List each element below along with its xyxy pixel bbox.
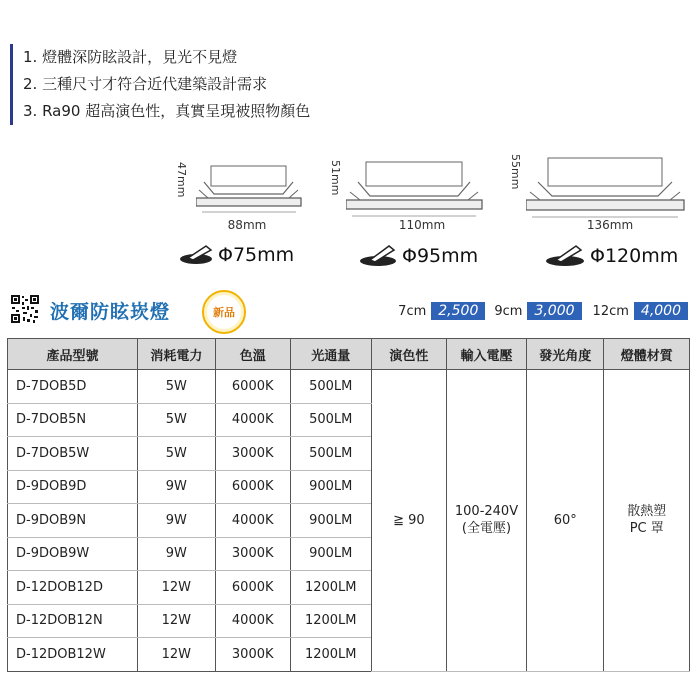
feature-item: 1. 燈體深防眩設計，見光不見燈 bbox=[23, 48, 238, 66]
feature-list bbox=[10, 44, 700, 125]
material-line: PC 罩 bbox=[629, 521, 664, 537]
product-title: 波爾防眩崁燈 bbox=[50, 301, 171, 323]
fixture-height-label: 55mm bbox=[509, 154, 522, 190]
cell-color-temp: 4000K bbox=[215, 403, 290, 437]
fixture-drawing-large bbox=[526, 152, 686, 222]
voltage-note: (全電壓) bbox=[461, 521, 512, 537]
fixture-drawing-medium bbox=[346, 156, 486, 222]
cell-color-temp: 6000K bbox=[215, 370, 290, 404]
header-beam-angle: 發光角度 bbox=[527, 339, 604, 370]
header-model: 產品型號 bbox=[8, 339, 138, 370]
fixture-height-label: 51mm bbox=[329, 160, 342, 196]
cell-model: D-12DOB12W bbox=[8, 638, 138, 672]
header-lumen: 光通量 bbox=[290, 339, 371, 370]
feature-item: 2. 三種尺寸才符合近代建築設計需求 bbox=[23, 75, 268, 93]
qr-code-icon bbox=[10, 294, 40, 324]
cut-hole-icon bbox=[358, 244, 398, 268]
cell-color-temp: 3000K bbox=[215, 437, 290, 471]
cut-hole-icon bbox=[178, 244, 214, 266]
cell-power: 5W bbox=[137, 403, 215, 437]
fixture-drawing-small bbox=[196, 160, 306, 220]
table-row bbox=[8, 370, 690, 404]
header-cri: 演色性 bbox=[371, 339, 446, 370]
cell-color-temp: 3000K bbox=[215, 537, 290, 571]
fixture-height-label: 47mm bbox=[175, 162, 188, 198]
cell-cri: ≧ 90 bbox=[371, 370, 446, 672]
cell-color-temp: 6000K bbox=[215, 470, 290, 504]
cell-beam-angle: 60° bbox=[527, 370, 604, 672]
price-value: 4,000 bbox=[634, 302, 688, 320]
cut-hole-label: Φ95mm bbox=[402, 245, 479, 267]
cut-hole-label: Φ75mm bbox=[218, 244, 295, 266]
cell-power: 5W bbox=[137, 437, 215, 471]
cell-lumen: 1200LM bbox=[290, 571, 371, 605]
cell-model: D-7DOB5N bbox=[8, 403, 138, 437]
cell-voltage bbox=[446, 370, 526, 672]
cut-hole-large bbox=[544, 244, 678, 268]
price-value: 2,500 bbox=[431, 302, 485, 320]
header-power: 消耗電力 bbox=[137, 339, 215, 370]
cell-lumen: 900LM bbox=[290, 470, 371, 504]
voltage-range: 100-240V bbox=[454, 504, 519, 520]
cell-lumen: 500LM bbox=[290, 370, 371, 404]
cell-material bbox=[604, 370, 690, 672]
new-badge: 新品 bbox=[202, 290, 246, 334]
cut-hole-small bbox=[178, 244, 294, 266]
cell-color-temp: 6000K bbox=[215, 571, 290, 605]
price-size: 9cm bbox=[494, 303, 523, 319]
cut-hole-medium bbox=[358, 244, 478, 268]
cell-power: 9W bbox=[137, 537, 215, 571]
table-header-row bbox=[8, 339, 690, 370]
cell-color-temp: 4000K bbox=[215, 604, 290, 638]
spec-table bbox=[7, 338, 690, 672]
cell-color-temp: 3000K bbox=[215, 638, 290, 672]
cell-power: 12W bbox=[137, 604, 215, 638]
cell-power: 9W bbox=[137, 470, 215, 504]
price-list bbox=[398, 302, 688, 320]
header-voltage: 輸入電壓 bbox=[446, 339, 526, 370]
price-size: 12cm bbox=[592, 303, 629, 319]
fixture-width-label: 110mm bbox=[398, 218, 446, 232]
cut-hole-label: Φ120mm bbox=[590, 245, 679, 267]
cell-model: D-9DOB9W bbox=[8, 537, 138, 571]
cell-power: 12W bbox=[137, 571, 215, 605]
feature-item: 3. Ra90 超高演色性，真實呈現被照物顏色 bbox=[23, 102, 311, 120]
cell-lumen: 500LM bbox=[290, 403, 371, 437]
cell-model: D-7DOB5W bbox=[8, 437, 138, 471]
cell-power: 5W bbox=[137, 370, 215, 404]
cell-lumen: 500LM bbox=[290, 437, 371, 471]
cell-lumen: 900LM bbox=[290, 537, 371, 571]
cell-model: D-12DOB12N bbox=[8, 604, 138, 638]
header-material: 燈體材質 bbox=[604, 339, 690, 370]
cell-lumen: 900LM bbox=[290, 504, 371, 538]
product-header bbox=[8, 294, 700, 330]
cell-model: D-9DOB9D bbox=[8, 470, 138, 504]
material-line: 散熱塑 bbox=[627, 504, 667, 520]
fixture-width-label: 88mm bbox=[227, 218, 267, 232]
cell-model: D-9DOB9N bbox=[8, 504, 138, 538]
fixture-width-label: 136mm bbox=[586, 218, 634, 232]
cell-model: D-12DOB12D bbox=[8, 571, 138, 605]
price-size: 7cm bbox=[398, 303, 427, 319]
cell-color-temp: 4000K bbox=[215, 504, 290, 538]
cell-lumen: 1200LM bbox=[290, 604, 371, 638]
cut-hole-icon bbox=[544, 244, 586, 268]
cell-power: 12W bbox=[137, 638, 215, 672]
cell-model: D-7DOB5D bbox=[8, 370, 138, 404]
cell-power: 9W bbox=[137, 504, 215, 538]
header-color-temp: 色溫 bbox=[215, 339, 290, 370]
price-value: 3,000 bbox=[527, 302, 581, 320]
cell-lumen: 1200LM bbox=[290, 638, 371, 672]
